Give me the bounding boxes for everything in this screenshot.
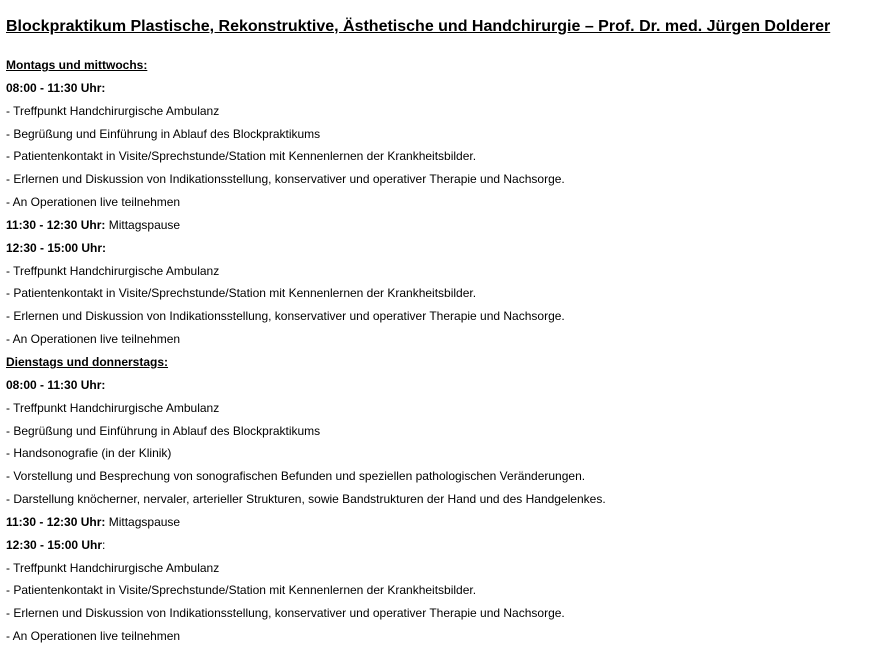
list-item: - Begrüßung und Einführung in Ablauf des Blockpraktikums	[6, 423, 321, 438]
list-item: - Erlernen und Diskussion von Indikationsstellung, konservativer und operativer Therapie und Nachsorge.	[6, 606, 565, 621]
list-item: - Darstellung knöcherner, nervaler, arterieller Strukturen, sowie Bandstrukturen der Hand und des Handgelenkes.	[6, 492, 606, 507]
list-item: - Begrüßung und Einführung in Ablauf des Blockpraktikums	[6, 126, 321, 141]
list-item: - An Operationen live teilnehmen	[6, 195, 181, 210]
section-heading: Montags und mittwochs:	[6, 58, 148, 72]
time-slot-afternoon: 12:30 - 15:00 Uhr:	[6, 240, 107, 255]
schedule-section-mon-wed	[6, 54, 881, 351]
time-slot-afternoon: 12:30 - 15:00 Uhr	[6, 537, 103, 552]
section-heading: Dienstags und donnerstags:	[6, 354, 169, 369]
list-item: - An Operationen live teilnehmen	[6, 629, 181, 644]
lunch-label: Mittagspause	[105, 514, 181, 529]
afternoon-time-line	[6, 534, 881, 557]
time-slot-morning: 08:00 - 11:30 Uhr:	[6, 377, 106, 392]
list-item: - Treffpunkt Handchirurgische Ambulanz	[6, 263, 220, 278]
time-suffix: :	[102, 537, 106, 552]
list-item: - Patientenkontakt in Visite/Sprechstunde/Station mit Kennenlernen der Krankheitsbilder.	[6, 286, 477, 301]
time-slot-lunch: 11:30 - 12:30 Uhr:	[6, 217, 106, 232]
list-item: - Vorstellung und Besprechung von sonografischen Befunden und speziellen pathologischen Veränderungen.	[6, 469, 586, 484]
list-item: - Treffpunkt Handchirurgische Ambulanz	[6, 400, 220, 415]
page-title: Blockpraktikum Plastische, Rekonstruktive, Ästhetische und Handchirurgie – Prof. Dr. med. Jürgen Dolderer	[6, 18, 831, 35]
list-item: - Patientenkontakt in Visite/Sprechstunde/Station mit Kennenlernen der Krankheitsbilder.	[6, 149, 477, 164]
time-slot-lunch: 11:30 - 12:30 Uhr:	[6, 514, 106, 529]
list-item: - Erlernen und Diskussion von Indikationsstellung, konservativer und operativer Therapie und Nachsorge.	[6, 172, 565, 187]
schedule-section-tue-thu	[6, 351, 881, 648]
afternoon-time-line	[6, 237, 881, 260]
document-page	[6, 16, 881, 648]
lunch-break-line	[6, 214, 881, 237]
list-item: - Treffpunkt Handchirurgische Ambulanz	[6, 103, 220, 118]
list-item: - Erlernen und Diskussion von Indikationsstellung, konservativer und operativer Therapie und Nachsorge.	[6, 309, 565, 324]
lunch-break-line	[6, 511, 881, 534]
lunch-label: Mittagspause	[105, 217, 181, 232]
time-slot-morning: 08:00 - 11:30 Uhr:	[6, 80, 106, 95]
list-item: - An Operationen live teilnehmen	[6, 332, 181, 347]
list-item: - Treffpunkt Handchirurgische Ambulanz	[6, 560, 220, 575]
list-item: - Handsonografie (in der Klinik)	[6, 446, 172, 461]
list-item: - Patientenkontakt in Visite/Sprechstunde/Station mit Kennenlernen der Krankheitsbilder.	[6, 583, 477, 598]
